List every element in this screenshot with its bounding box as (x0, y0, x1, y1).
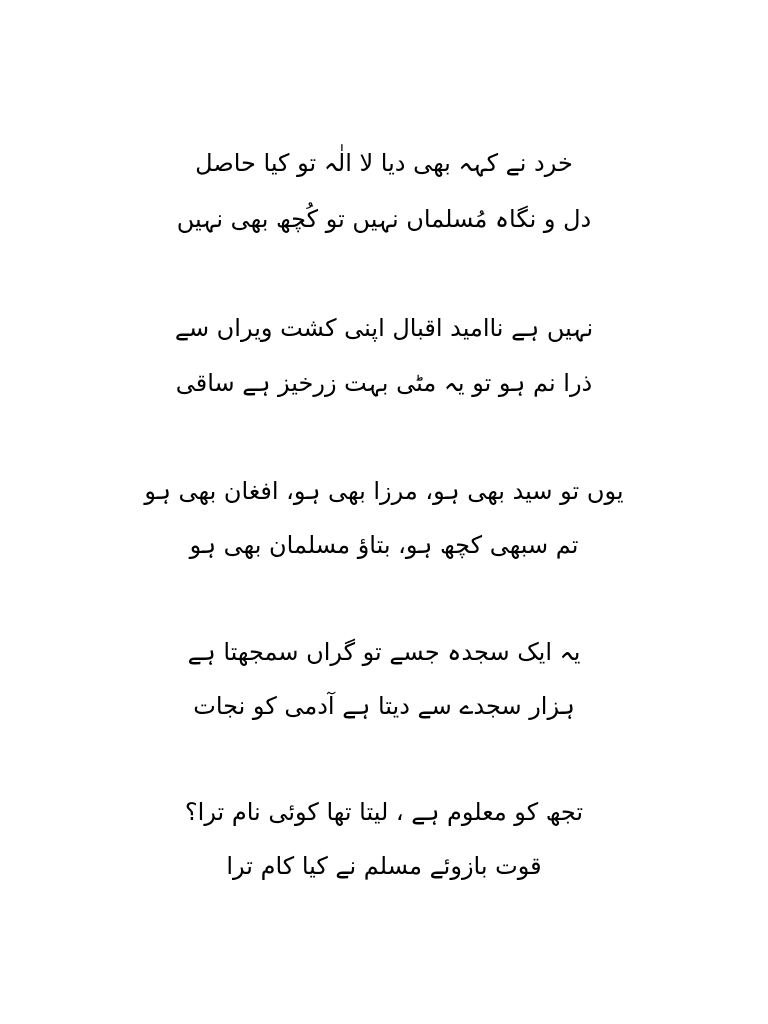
poem-line: قوت بازوئے مسلم نے کیا کام ترا (226, 852, 542, 880)
poem-line: دل و نگاہ مُسلماں نہیں تو کُچھ بھی نہیں (176, 205, 592, 233)
poem-line: یوں تو سید بھی ہو، مرزا بھی ہو، افغان بھی ہو (144, 477, 624, 505)
poem-line: ذرا نم ہو تو یہ مٹی بہت زرخیز ہے ساقی (175, 369, 593, 397)
poem-line: تجھ کو معلوم ہے ، لیتا تھا کوئی نام ترا؟ (184, 798, 584, 826)
poem-line: خرد نے کہہ بھی دیا لا الٰہ تو کیا حاصل (195, 149, 573, 177)
poem-line: تم سبھی کچھ ہو، بتاؤ مسلمان بھی ہو (189, 531, 579, 559)
poem-line: ہزار سجدے سے دیتا ہے آدمی کو نجات (193, 692, 575, 720)
poem-line: یہ ایک سجدہ جسے تو گراں سمجھتا ہے (187, 638, 581, 666)
poem-line: نہیں ہے ناامید اقبال اپنی کشت ویراں سے (174, 314, 594, 342)
